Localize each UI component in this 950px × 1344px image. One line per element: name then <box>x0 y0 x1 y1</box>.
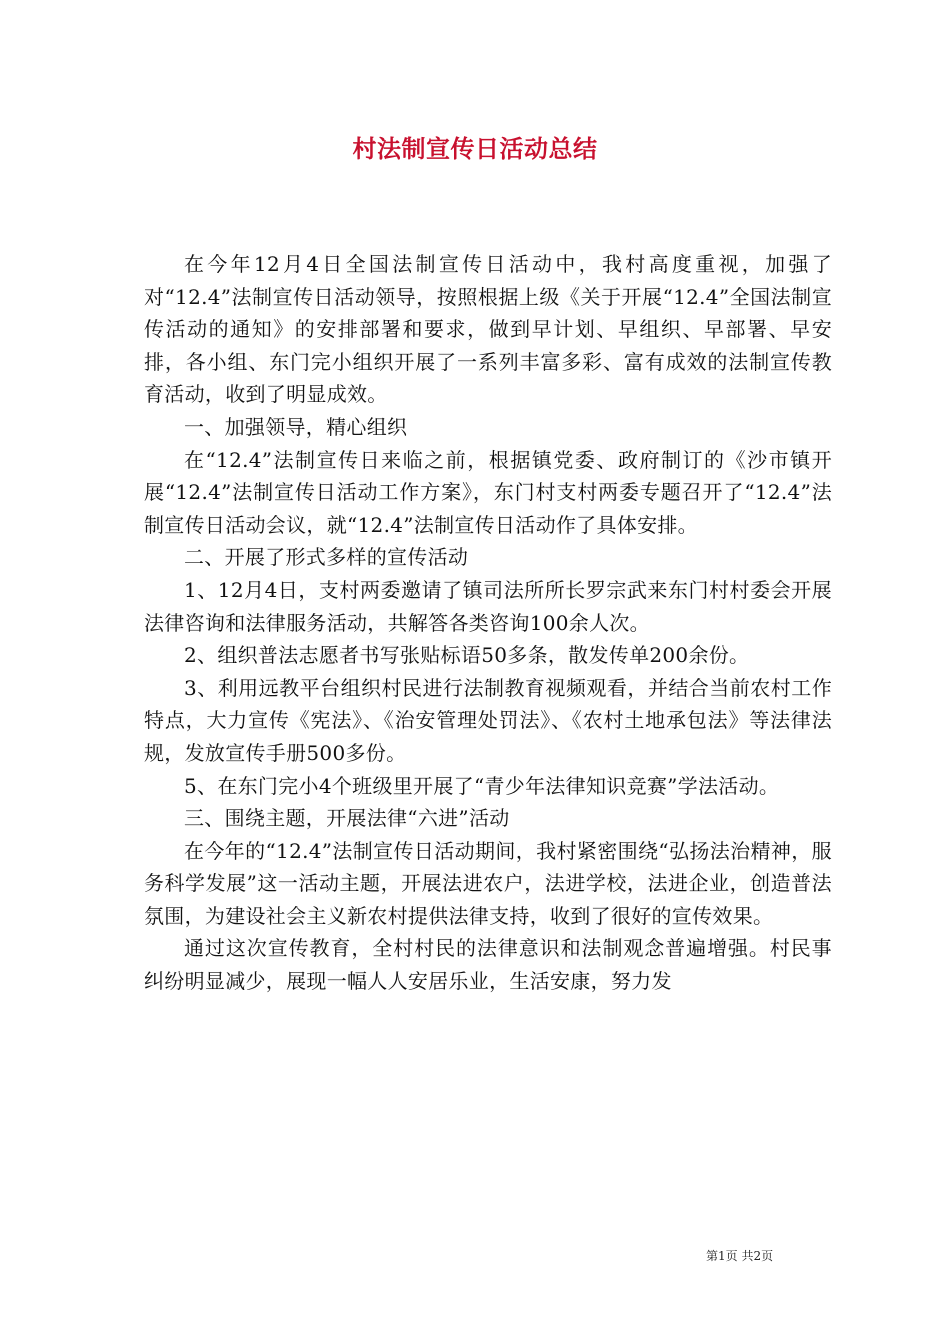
intro-paragraph: 在今年12月4日全国法制宣传日活动中，我村高度重视，加强了对“12.4”法制宣传日活动领导，按照根据上级《关于开展“12.4”全国法制宣传活动的通知》的安排部署和要求，做到早计划、早组织、早部署、早安排，各小组、东门完小组织开展了一系列丰富多彩、富有成效的法制宣传教育活动，收到了明显成效。 <box>144 252 832 407</box>
section-2-item-1: 1、12月4日，支村两委邀请了镇司法所所长罗宗武来东门村村委会开展法律咨询和法律服务活动，共解答各类咨询100余人次。 <box>144 577 832 635</box>
section-1-paragraph: 在“12.4”法制宣传日来临之前，根据镇党委、政府制订的《沙市镇开展“12.4”法制宣传日活动工作方案》，东门村支村两委专题召开了“12.4”法制宣传日活动会议，就“12.4”法制宣传日活动作了具体安排。 <box>144 447 832 537</box>
section-2-item-2: 2、组织普法志愿者书写张贴标语50多条，散发传单200余份。 <box>184 643 750 668</box>
closing-paragraph: 通过这次宣传教育，全村村民的法律意识和法制观念普遍增强。村民事纠纷明显减少，展现一幅人人安居乐业，生活安康，努力发 <box>144 936 832 994</box>
section-heading-3: 三、围绕主题，开展法律“六进”活动 <box>184 806 510 831</box>
document-title: 村法制宣传日活动总结 <box>352 135 598 163</box>
section-heading-2: 二、开展了形式多样的宣传活动 <box>184 545 469 570</box>
section-2-item-5: 5、在东门完小4个班级里开展了“青少年法律知识竞赛”学法活动。 <box>184 773 780 798</box>
section-2-item-3: 3、利用远教平台组织村民进行法制教育视频观看，并结合当前农村工作特点，大力宣传《宪法》、《治安管理处罚法》、《农村土地承包法》等法律法规，发放宣传手册500多份。 <box>144 675 832 765</box>
section-heading-1: 一、加强领导，精心组织 <box>184 414 408 439</box>
page-number-footer: 第1页 共2页 <box>706 1249 774 1263</box>
section-3-paragraph: 在今年的“12.4”法制宣传日活动期间，我村紧密围绕“弘扬法治精神，服务科学发展”这一活动主题，开展法进农户，法进学校，法进企业，创造普法氛围，为建设社会主义新农村提供法律支持，收到了很好的宣传效果。 <box>144 838 832 928</box>
document-body <box>144 248 832 998</box>
